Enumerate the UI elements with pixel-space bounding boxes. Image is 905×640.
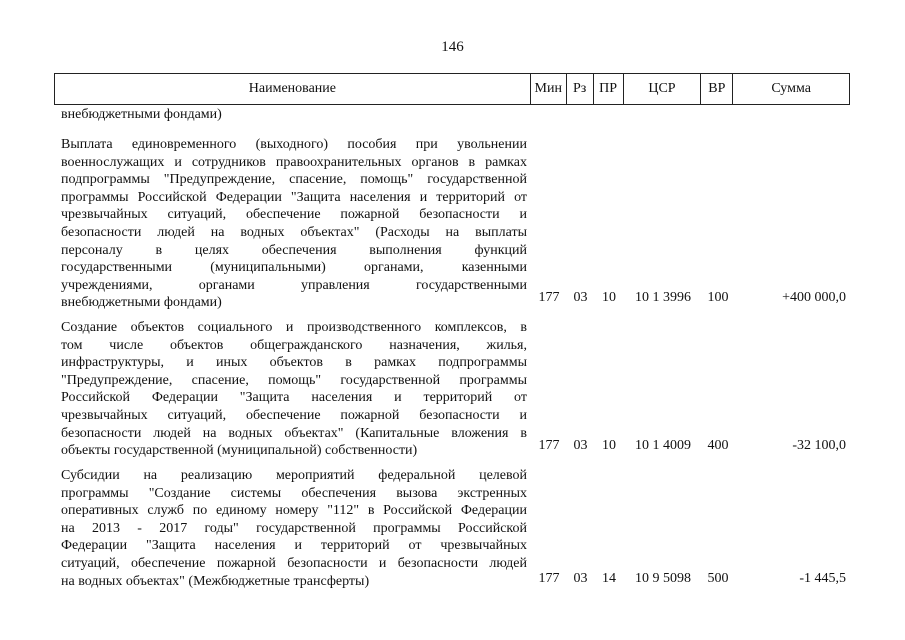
description-line: объекты государственной (муниципальной) собственности)	[61, 443, 418, 459]
row-description	[61, 136, 527, 312]
cell-min: 177	[538, 571, 560, 586]
description-line: Выплата единовременного (выходного) пособия при увольнении	[61, 137, 527, 152]
page-number: 146	[441, 39, 464, 55]
description-line: чрезвычайных ситуаций, обеспечение пожарной безопасности и	[61, 207, 527, 223]
header-pr: ПР	[594, 74, 624, 104]
row-codes	[531, 570, 846, 587]
description-line: военнослужащих и сотрудников правоохранительных органов в рамках	[61, 154, 527, 170]
table-header	[54, 73, 850, 105]
description-line: ситуаций, обеспечение пожарной безопасности и безопасности людей	[61, 555, 527, 571]
continuation-text: внебюджетными фондами)	[61, 107, 222, 122]
cell-vr: 400	[707, 438, 729, 453]
cell-csr: 10 1 4009	[635, 438, 691, 453]
header-rz: Рз	[567, 74, 594, 104]
cell-csr: 10 9 5098	[635, 571, 691, 586]
row-description	[61, 467, 527, 590]
description-line: "Предупреждение, спасение, помощь" государственной программы	[61, 372, 527, 388]
description-line: том числе объектов общегражданского назначения, жилья,	[61, 337, 527, 353]
description-line: оперативных служб по единому номеру "112" в Российской Федерации	[61, 503, 527, 519]
table-row	[61, 319, 527, 460]
header-name: Наименование	[55, 74, 531, 104]
description-line: на водных объектах" (Межбюджетные трансферты)	[61, 573, 370, 589]
description-line: Создание объектов социального и производственного комплексов, в	[61, 320, 527, 335]
cell-sum: -32 100,0	[792, 438, 846, 453]
cell-min: 177	[538, 290, 560, 305]
cell-csr: 10 1 3996	[635, 290, 691, 305]
description-line: государственными (муниципальными) органами, казенными	[61, 260, 527, 276]
header-sum: Сумма	[771, 81, 811, 96]
row-codes	[531, 437, 846, 454]
description-line: учреждениями, органами управления государственными	[61, 277, 527, 293]
description-line: программы "Создание системы обеспечения вызова экстренных	[61, 485, 527, 501]
cell-pr: 14	[602, 571, 616, 586]
cell-pr: 10	[602, 290, 616, 305]
cell-sum: +400 000,0	[782, 290, 846, 305]
cell-sum: -1 445,5	[799, 571, 846, 586]
description-line: чрезвычайных ситуаций, обеспечение пожарной безопасности и	[61, 407, 527, 423]
description-line: персоналу в целях обеспечения выполнения функций	[61, 242, 527, 258]
table-row	[61, 467, 527, 590]
cell-rz: 03	[573, 438, 588, 453]
header-min: Мин	[531, 74, 567, 104]
description-line: Субсидии на реализацию мероприятий федеральной целевой	[61, 468, 527, 483]
header-vr: ВР	[701, 74, 733, 104]
description-line: на 2013 - 2017 годы" государственной программы Российской	[61, 520, 527, 536]
cell-rz: 03	[573, 290, 588, 305]
cell-pr: 10	[602, 438, 616, 453]
cell-vr: 100	[707, 290, 729, 305]
table-row	[61, 136, 527, 312]
row-description	[61, 319, 527, 460]
description-line: внебюджетными фондами)	[61, 295, 222, 311]
header-csr: ЦСР	[624, 74, 702, 104]
cell-vr: 500	[707, 571, 729, 586]
cell-rz: 03	[573, 571, 588, 586]
description-line: Российской Федерации "Защита населения и территорий от	[61, 390, 527, 406]
description-line: программы Российской Федерации "Защита населения и территорий от	[61, 189, 527, 205]
description-line: инфраструктуры, и иных объектов в рамках подпрограммы	[61, 355, 527, 371]
row-codes	[531, 289, 846, 306]
description-line: безопасности людей на водных объектах" (Расходы на выплаты	[61, 224, 527, 240]
description-line: Федерации "Защита населения и территорий от чрезвычайных	[61, 538, 527, 554]
cell-min: 177	[538, 438, 560, 453]
description-line: подпрограммы "Предупреждение, спасение, помощь" государственной	[61, 172, 527, 188]
description-line: безопасности людей на водных объектах" (Капитальные вложения в	[61, 425, 527, 441]
